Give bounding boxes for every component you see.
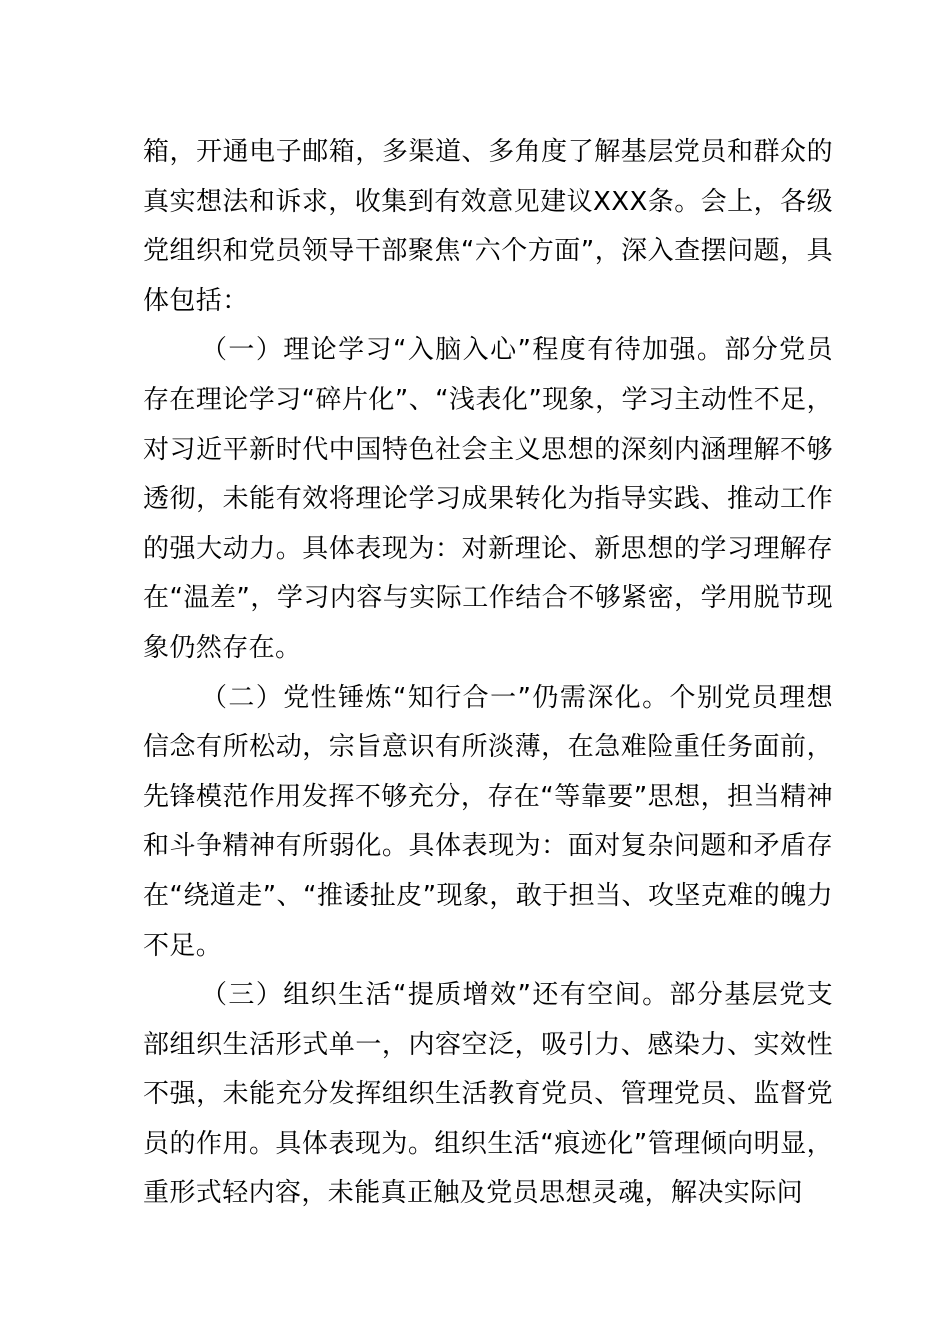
paragraph-intro-continuation: 箱，开通电子邮箱，多渠道、多角度了解基层党员和群众的真实想法和诉求，收集到有效意见建议XXX条。会上，各级党组织和党员领导干部聚焦“六个方面”，深入查摆问题，具体包括：	[143, 137, 833, 316]
document-body	[143, 128, 833, 1219]
paragraph-section-1: （一）理论学习“入脑入心”程度有待加强。部分党员存在理论学习“碎片化”、“浅表化”现象，学习主动性不足，对习近平新时代中国特色社会主义思想的深刻内涵理解不够透彻，未能有效将理论学习成果转化为指导实践、推动工作的强大动力。具体表现为：对新理论、新思想的学习理解存在“温差”，学习内容与实际工作结合不够紧密，学用脱节现象仍然存在。	[143, 335, 833, 663]
paragraph-section-2: （二）党性锤炼“知行合一”仍需深化。个别党员理想信念有所松动，宗旨意识有所淡薄，在急难险重任务面前，先锋模范作用发挥不够充分，存在“等靠要”思想，担当精神和斗争精神有所弱化。具体表现为：面对复杂问题和矛盾存在“绕道走”、“推诿扯皮”现象，敢于担当、攻坚克难的魄力不足。	[143, 682, 833, 961]
paragraph-section-3: （三）组织生活“提质增效”还有空间。部分基层党支部组织生活形式单一，内容空泛，吸引力、感染力、实效性不强，未能充分发挥组织生活教育党员、管理党员、监督党员的作用。具体表现为。组织生活“痕迹化”管理倾向明显，重形式轻内容，未能真正触及党员思想灵魂，解决实际问	[143, 980, 833, 1209]
